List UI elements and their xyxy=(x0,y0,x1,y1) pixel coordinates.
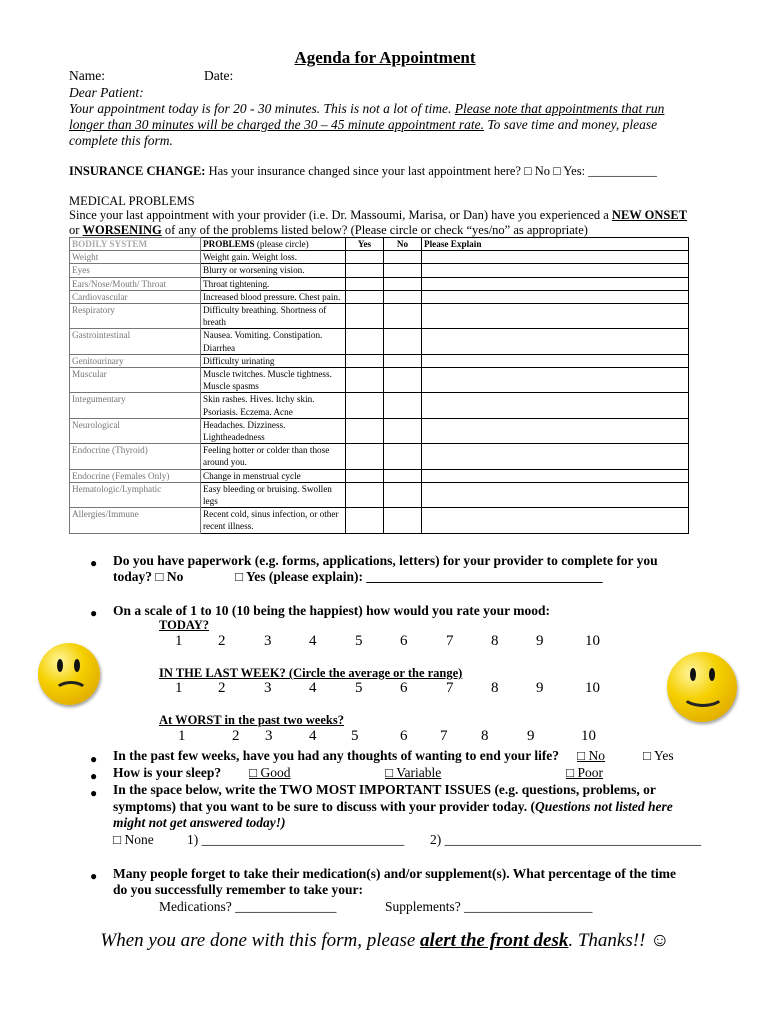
mood-scale-option[interactable]: 1 xyxy=(178,728,186,744)
table-row xyxy=(70,277,689,290)
yes-cell[interactable] xyxy=(346,508,384,533)
issues-line-2 xyxy=(113,799,673,815)
no-cell[interactable] xyxy=(384,368,422,393)
mood-scale-option[interactable]: 10 xyxy=(585,680,600,696)
mood-scale-option[interactable]: 7 xyxy=(440,728,448,744)
explain-cell[interactable] xyxy=(422,304,689,329)
meds-line-2: do you successfully remember to take your: xyxy=(113,882,363,897)
system-cell: Endocrine (Females Only) xyxy=(70,469,201,482)
yes-cell[interactable] xyxy=(346,304,384,329)
system-cell: Respiratory xyxy=(70,304,201,329)
system-cell: Hematologic/Lymphatic xyxy=(70,482,201,507)
sleep-poor[interactable]: □ Poor xyxy=(566,765,604,780)
mood-scale-option[interactable]: 7 xyxy=(446,633,454,649)
problem-cell[interactable]: Change in menstrual cycle xyxy=(201,469,346,482)
explain-cell[interactable] xyxy=(422,354,689,367)
paperwork-line-1: Do you have paperwork (e.g. forms, applications, letters) for your provider to complete for you xyxy=(113,553,658,568)
mood-scale-option[interactable]: 3 xyxy=(264,680,272,696)
mood-scale-option[interactable]: 6 xyxy=(400,728,408,744)
mood-scale-option[interactable]: 10 xyxy=(581,728,596,744)
yes-cell[interactable] xyxy=(346,393,384,418)
footer-alert: alert the front desk xyxy=(420,930,569,951)
problem-cell[interactable]: Easy bleeding or bruising. Swollen legs xyxy=(201,482,346,507)
issues-text-2a: symptoms) that you want to be sure to discuss with your provider today. ( xyxy=(113,799,536,814)
yes-cell[interactable] xyxy=(346,329,384,354)
mood-today-label: TODAY? xyxy=(159,618,210,632)
system-cell: Endocrine (Thyroid) xyxy=(70,444,201,469)
table-row xyxy=(70,329,689,354)
greeting: Dear Patient: xyxy=(69,85,144,100)
problem-cell[interactable]: Nausea. Vomiting. Constipation. Diarrhea xyxy=(201,329,346,354)
medical-line-1 xyxy=(69,208,687,223)
date-label: Date: xyxy=(204,68,234,83)
explain-cell[interactable] xyxy=(422,290,689,303)
explain-cell[interactable] xyxy=(422,329,689,354)
medical-new-onset: NEW ONSET xyxy=(611,208,688,222)
yes-cell[interactable] xyxy=(346,277,384,290)
no-cell[interactable] xyxy=(384,444,422,469)
intro-text-2b: To save time and money, please xyxy=(483,117,658,132)
mood-scale-option[interactable]: 1 xyxy=(175,680,183,696)
sad-face-icon xyxy=(38,643,100,705)
explain-cell[interactable] xyxy=(422,393,689,418)
system-cell: Cardiovascular xyxy=(70,290,201,303)
bullet: ● xyxy=(90,606,98,620)
system-cell: Integumentary xyxy=(70,393,201,418)
system-cell: Gastrointestinal xyxy=(70,329,201,354)
mood-scale-option[interactable]: 5 xyxy=(355,680,363,696)
mood-scale-option[interactable]: 2 xyxy=(232,728,240,744)
system-cell: Genitourinary xyxy=(70,354,201,367)
col-no: No xyxy=(384,238,422,251)
end-life-question: In the past few weeks, have you had any thoughts of wanting to end your life? xyxy=(113,748,560,763)
no-cell[interactable] xyxy=(384,277,422,290)
mood-week-label: IN THE LAST WEEK? (Circle the average or the range) xyxy=(159,666,463,680)
explain-cell[interactable] xyxy=(422,444,689,469)
medical-worsening: WORSENING xyxy=(82,223,162,237)
problem-cell[interactable]: Muscle twitches. Muscle tightness. Muscle spasms xyxy=(201,368,346,393)
bullet: ● xyxy=(90,786,98,800)
explain-cell[interactable] xyxy=(422,368,689,393)
intro-text-1b: Please note that appointments that run xyxy=(454,101,665,116)
issues-line-3: might not get answered today!) xyxy=(113,815,286,830)
no-cell[interactable] xyxy=(384,393,422,418)
insurance-question[interactable] xyxy=(69,164,657,179)
explain-cell[interactable] xyxy=(422,469,689,482)
table-row xyxy=(70,368,689,393)
issue-1-field[interactable]: 1) ______________________________ xyxy=(187,832,405,847)
paperwork-yes[interactable]: □ Yes (please explain): ___________________________________ xyxy=(235,569,603,584)
system-cell: Neurological xyxy=(70,418,201,443)
end-life-no[interactable]: □ No xyxy=(577,748,606,763)
no-cell[interactable] xyxy=(384,251,422,264)
yes-cell[interactable] xyxy=(346,290,384,303)
issues-line-1: In the space below, write the TWO MOST IMPORTANT ISSUES (e.g. questions, problems, or xyxy=(113,782,656,797)
problem-cell[interactable]: Blurry or worsening vision. xyxy=(201,264,346,277)
problem-cell[interactable]: Recent cold, sinus infection, or other recent illness. xyxy=(201,508,346,533)
table-row xyxy=(70,444,689,469)
footer-text-a: When you are done with this form, please xyxy=(100,930,421,951)
mood-worst-label: At WORST in the past two weeks? xyxy=(159,713,344,727)
mood-scale-option[interactable]: 4 xyxy=(309,680,317,696)
sleep-good[interactable]: □ Good xyxy=(249,765,291,780)
table-row xyxy=(70,418,689,443)
yes-cell[interactable] xyxy=(346,368,384,393)
yes-cell[interactable] xyxy=(346,418,384,443)
col-yes: Yes xyxy=(346,238,384,251)
medical-text-2a: or xyxy=(69,223,83,237)
intro-text-1a: Your appointment today is for 20 - 30 minutes. This is not a lot of time. xyxy=(69,101,455,116)
no-cell[interactable] xyxy=(384,290,422,303)
no-cell[interactable] xyxy=(384,304,422,329)
table-row xyxy=(70,251,689,264)
insurance-text: Has your insurance changed since your last appointment here? □ No □ Yes: ___________ xyxy=(205,164,657,178)
mood-question: On a scale of 1 to 10 (10 being the happiest) how would you rate your mood: xyxy=(113,603,551,618)
problem-cell[interactable]: Increased blood pressure. Chest pain. xyxy=(201,290,346,303)
mood-scale-option[interactable]: 8 xyxy=(481,728,489,744)
mood-scale-option[interactable]: 3 xyxy=(264,633,272,649)
bullet: ● xyxy=(90,752,98,766)
problem-cell[interactable]: Throat tightening. xyxy=(201,277,346,290)
problem-cell[interactable]: Feeling hotter or colder than those around you. xyxy=(201,444,346,469)
no-cell[interactable] xyxy=(384,508,422,533)
table-row xyxy=(70,304,689,329)
mood-scale-option[interactable]: 2 xyxy=(218,633,226,649)
table-row xyxy=(70,354,689,367)
explain-cell[interactable] xyxy=(422,418,689,443)
intro-text-2a: longer than 30 minutes will be charged the 30 – 45 minute appointment rate. xyxy=(69,117,484,132)
medical-heading: MEDICAL PROBLEMS xyxy=(69,194,195,208)
yes-cell[interactable] xyxy=(346,264,384,277)
explain-cell[interactable] xyxy=(422,251,689,264)
yes-cell[interactable] xyxy=(346,251,384,264)
no-cell[interactable] xyxy=(384,418,422,443)
medical-text-1a: Since your last appointment with your provider (i.e. Dr. Massoumi, Marisa, or Dan) have you experienced a xyxy=(69,208,612,222)
mood-scale-option[interactable]: 9 xyxy=(527,728,535,744)
happy-face-icon xyxy=(667,652,737,722)
intro-line-3: complete this form. xyxy=(69,133,173,148)
mood-scale-option[interactable]: 4 xyxy=(309,728,317,744)
explain-cell[interactable] xyxy=(422,508,689,533)
mood-scale-option[interactable]: 9 xyxy=(536,633,544,649)
col-problems-note: (please circle) xyxy=(254,239,309,249)
intro-line-2 xyxy=(69,117,657,133)
yes-cell[interactable] xyxy=(346,469,384,482)
table-row xyxy=(70,469,689,482)
no-cell[interactable] xyxy=(384,469,422,482)
yes-cell[interactable] xyxy=(346,444,384,469)
bullet: ● xyxy=(90,769,98,783)
mood-scale-option[interactable]: 8 xyxy=(491,680,499,696)
name-label: Name: xyxy=(69,68,105,83)
meds-line-1: Many people forget to take their medication(s) and/or supplement(s). What percentage of the time xyxy=(113,866,676,881)
col-problems xyxy=(201,238,346,251)
problem-cell[interactable]: Difficulty breathing. Shortness of breath xyxy=(201,304,346,329)
no-cell[interactable] xyxy=(384,482,422,507)
system-cell: Allergies/Immune xyxy=(70,508,201,533)
medical-problems-table xyxy=(69,237,689,534)
problem-cell[interactable]: Difficulty urinating xyxy=(201,354,346,367)
mood-scale-option[interactable]: 1 xyxy=(175,633,183,649)
problem-cell[interactable]: Headaches. Dizziness. Lightheadedness xyxy=(201,418,346,443)
mood-scale-option[interactable]: 6 xyxy=(400,680,408,696)
mood-scale-option[interactable]: 9 xyxy=(536,680,544,696)
table-row xyxy=(70,264,689,277)
end-life-yes[interactable]: □ Yes xyxy=(643,748,674,763)
footer-text-c: . Thanks!! ☺ xyxy=(568,930,670,951)
mood-scale-option[interactable]: 8 xyxy=(491,633,499,649)
mood-scale-option[interactable]: 10 xyxy=(585,633,600,649)
col-system: BODILY SYSTEM xyxy=(70,238,201,251)
system-cell: Weight xyxy=(70,251,201,264)
no-cell[interactable] xyxy=(384,329,422,354)
table-row xyxy=(70,290,689,303)
system-cell: Muscular xyxy=(70,368,201,393)
page-title: Agenda for Appointment xyxy=(294,48,476,67)
footer-note xyxy=(0,930,770,952)
bullet: ● xyxy=(90,869,98,883)
medical-text-2c: of any of the problems listed below? (Please circle or check “yes/no” as appropriate) xyxy=(161,223,588,237)
issue-2-field[interactable]: 2) ______________________________________ xyxy=(430,832,702,847)
insurance-label: INSURANCE CHANGE: xyxy=(69,164,206,178)
bullet: ● xyxy=(90,556,98,570)
yes-cell[interactable] xyxy=(346,482,384,507)
sleep-variable[interactable]: □ Variable xyxy=(385,765,442,780)
table-row xyxy=(70,508,689,533)
paperwork-no[interactable]: today? □ No xyxy=(113,569,184,584)
medications-field[interactable]: Medications? _______________ xyxy=(159,899,337,914)
mood-scale-option[interactable]: 2 xyxy=(218,680,226,696)
mood-scale-option[interactable]: 3 xyxy=(265,728,273,744)
medical-line-2 xyxy=(69,223,588,238)
explain-cell[interactable] xyxy=(422,264,689,277)
intro-line-1 xyxy=(69,101,664,117)
yes-cell[interactable] xyxy=(346,354,384,367)
no-cell[interactable] xyxy=(384,354,422,367)
system-cell: Ears/Nose/Mouth/ Throat xyxy=(70,277,201,290)
mood-scale-option[interactable]: 5 xyxy=(355,633,363,649)
explain-cell[interactable] xyxy=(422,277,689,290)
issues-text-2b: Questions not listed here xyxy=(535,799,673,814)
table-row xyxy=(70,393,689,418)
table-header-row xyxy=(70,238,689,251)
explain-cell[interactable] xyxy=(422,482,689,507)
no-cell[interactable] xyxy=(384,264,422,277)
supplements-field[interactable]: Supplements? ___________________ xyxy=(385,899,593,914)
system-cell: Eyes xyxy=(70,264,201,277)
problem-cell[interactable]: Skin rashes. Hives. Itchy skin. Psoriasis. Eczema. Acne xyxy=(201,393,346,418)
mood-scale-option[interactable]: 7 xyxy=(446,680,454,696)
problem-cell[interactable]: Weight gain. Weight loss. xyxy=(201,251,346,264)
mood-scale-option[interactable]: 5 xyxy=(351,728,359,744)
col-problems-label: PROBLEMS xyxy=(203,239,255,249)
mood-scale-option[interactable]: 6 xyxy=(400,633,408,649)
table-row xyxy=(70,482,689,507)
mood-scale-option[interactable]: 4 xyxy=(309,633,317,649)
sleep-question: How is your sleep? xyxy=(113,765,222,780)
col-explain: Please Explain xyxy=(422,238,689,251)
issues-none[interactable]: □ None xyxy=(113,832,154,847)
